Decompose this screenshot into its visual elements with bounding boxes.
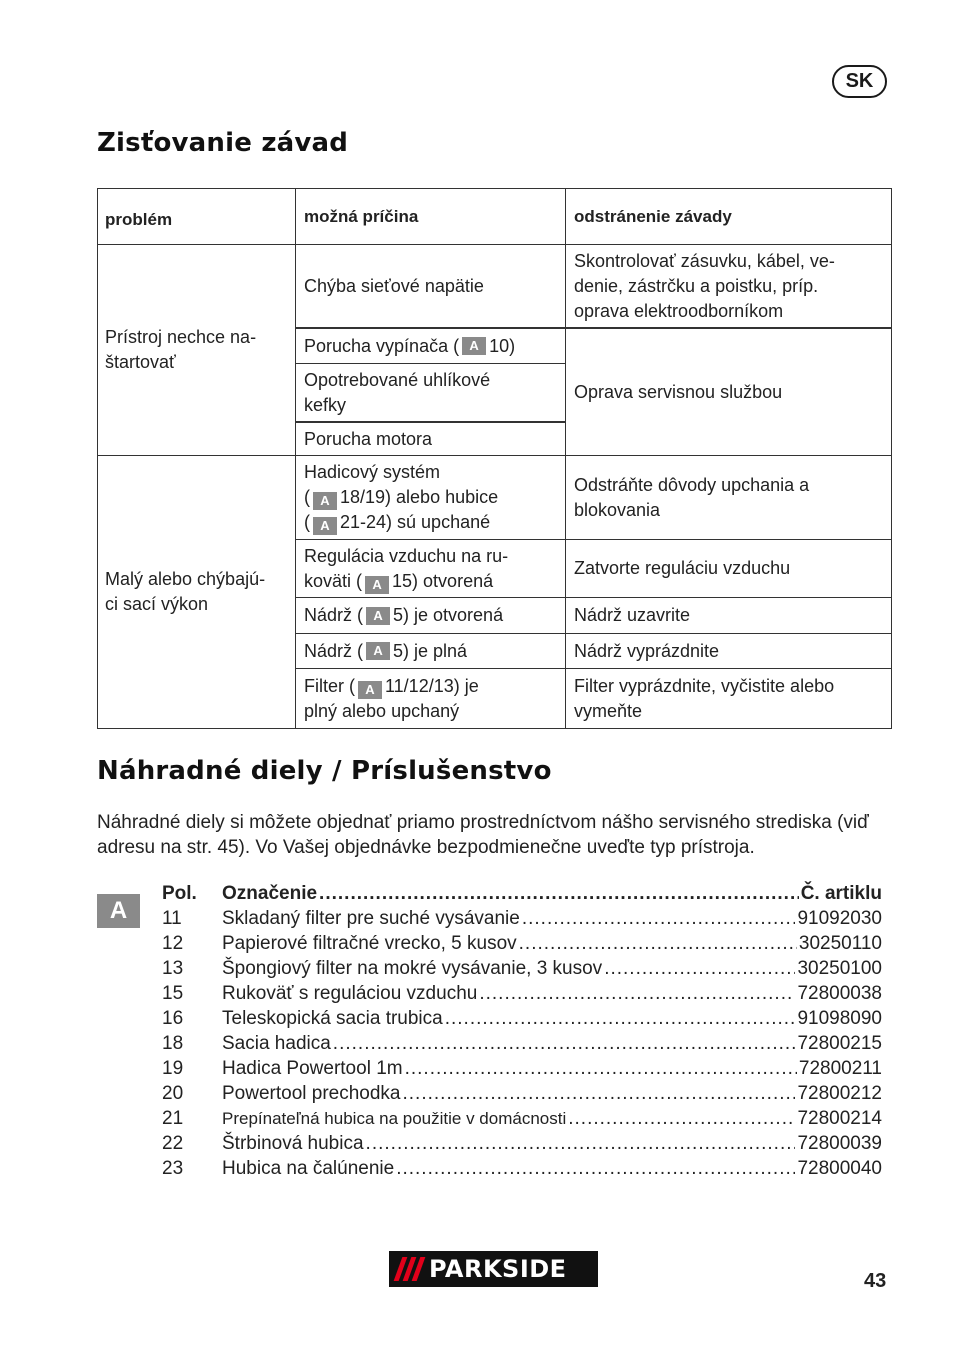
item-art: 72800212 xyxy=(797,1083,882,1104)
spare-parts-title: Náhradné diely / Príslušenstvo xyxy=(97,756,552,786)
item-desc: Papierové filtračné vrecko, 5 kusov xyxy=(222,933,517,954)
list-item xyxy=(162,933,882,958)
item-pos: 12 xyxy=(162,933,184,954)
item-art: 30250100 xyxy=(797,958,882,979)
language-badge: SK xyxy=(832,65,887,98)
list-item xyxy=(162,908,882,933)
cause-text: ( xyxy=(304,487,310,507)
item-pos: 11 xyxy=(162,908,182,929)
item-art: 72800214 xyxy=(797,1108,882,1129)
cause-text: Hadicový systém xyxy=(304,462,441,482)
item-pos: 22 xyxy=(162,1133,184,1154)
cause-text: 21-24) sú upchané xyxy=(340,512,491,532)
list-item xyxy=(162,1058,882,1083)
problem-low-suction: Malý alebo chýbajú- ci sací výkon xyxy=(105,569,266,614)
cause-text: 10) xyxy=(489,335,516,356)
list-item xyxy=(162,958,882,983)
item-desc: Štrbinová hubica xyxy=(222,1133,364,1154)
parts-header-row xyxy=(162,883,882,908)
figure-a-badge-large: A xyxy=(97,894,140,928)
cause-no-voltage: Chýba sieťové napätie xyxy=(304,275,484,296)
dot-leader xyxy=(479,983,795,1005)
cause-text: 15) otvorená xyxy=(392,571,494,591)
problem-no-start: Prístroj nechce na- štartovať xyxy=(105,327,257,372)
cause-line xyxy=(304,569,557,594)
page-number: 43 xyxy=(864,1270,887,1292)
item-art: 72800038 xyxy=(797,983,882,1004)
remedy-close-air-regulation: Zatvorte reguláciu vzduchu xyxy=(574,558,791,578)
item-desc: Teleskopická sacia trubica xyxy=(222,1008,443,1029)
item-pos: 15 xyxy=(162,983,184,1004)
list-item xyxy=(162,1033,882,1058)
item-art: 91092030 xyxy=(797,908,882,929)
cause-text: ( xyxy=(304,512,310,532)
item-art: 72800211 xyxy=(798,1058,882,1079)
figure-a-badge: A xyxy=(313,492,337,510)
cause-line xyxy=(304,510,557,535)
figure-a-badge: A xyxy=(313,517,337,535)
dot-leader xyxy=(405,1058,797,1080)
item-pos: 19 xyxy=(162,1058,184,1079)
cause-line xyxy=(304,485,557,510)
cause-tank-open xyxy=(296,598,565,633)
header-art: Č. artiklu xyxy=(800,883,882,904)
dot-leader xyxy=(604,958,795,980)
spare-parts-intro: Náhradné diely si môžete objednať priamo prostredníctvom nášho servisného strediska (viď adresu na str. 45). Vo Vašej objednávke bezpodmienečne uveďte typ prístroja. xyxy=(97,812,869,858)
figure-a-badge: A xyxy=(366,607,390,625)
dot-leader xyxy=(445,1008,796,1030)
dot-leader xyxy=(396,1158,795,1180)
item-pos: 21 xyxy=(162,1108,184,1129)
cause-tank-full xyxy=(296,634,565,668)
item-art: 30250110 xyxy=(798,933,882,954)
cause-motor-fault: Porucha motora xyxy=(304,428,433,449)
item-desc: Powertool prechodka xyxy=(222,1083,401,1104)
remedy-close-tank: Nádrž uzavrite xyxy=(574,605,691,625)
remedy-service: Oprava servisnou službou xyxy=(574,381,783,402)
header-remedy: odstránenie závady xyxy=(574,206,732,226)
spare-parts-list xyxy=(162,883,882,1183)
list-item xyxy=(162,1158,882,1183)
item-desc: Hubica na čalúnenie xyxy=(222,1158,395,1179)
figure-a-badge: A xyxy=(365,576,389,594)
list-item xyxy=(162,1108,882,1133)
dot-leader xyxy=(522,908,796,930)
list-item xyxy=(162,1008,882,1033)
cause-text: Nádrž ( xyxy=(304,605,364,625)
dot-leader xyxy=(519,933,797,955)
brand-name: PARKSIDE xyxy=(429,1255,567,1283)
item-desc: Prepínateľná hubica na použitie v domácnosti xyxy=(222,1109,567,1128)
cause-text: Nádrž ( xyxy=(304,640,364,661)
figure-a-badge: A xyxy=(462,337,486,355)
cause-filter-clogged xyxy=(296,669,565,728)
item-art: 72800215 xyxy=(797,1033,882,1054)
dot-leader xyxy=(568,1108,795,1130)
cause-text: Filter ( xyxy=(304,676,355,696)
cause-line xyxy=(304,674,557,699)
item-pos: 20 xyxy=(162,1083,184,1104)
figure-a-badge: A xyxy=(366,642,390,660)
item-desc: Špongiový filter na mokré vysávanie, 3 kusov xyxy=(222,958,603,979)
cause-text: 11/12/13) je xyxy=(385,676,479,696)
list-item xyxy=(162,983,882,1008)
cause-worn-brushes: Opotrebované uhlíkové kefky xyxy=(304,369,491,415)
cause-text: koväti ( xyxy=(304,571,363,591)
item-pos: 13 xyxy=(162,958,184,979)
cause-text: 5) je plná xyxy=(393,640,468,661)
logo-stripes-icon xyxy=(389,1251,429,1287)
header-desc: Označenie xyxy=(222,883,318,904)
item-pos: 23 xyxy=(162,1158,184,1179)
remedy-check-socket: Skontrolovať zásuvku, kábel, ve- denie, zástrčku a poistku, príp. oprava elektroodborníkom xyxy=(574,250,835,321)
item-pos: 18 xyxy=(162,1033,184,1054)
item-art: 91098090 xyxy=(797,1008,882,1029)
header-cause: možná príčina xyxy=(304,206,419,226)
dot-leader xyxy=(319,883,799,905)
header-pos: Pol. xyxy=(162,883,197,904)
figure-a-badge: A xyxy=(358,681,382,699)
remedy-clean-filter: Filter vyprázdnite, vyčistite alebo vymeňte xyxy=(574,675,835,721)
cause-text: Regulácia vzduchu na ru- xyxy=(304,546,509,566)
dot-leader xyxy=(403,1083,796,1105)
list-item xyxy=(162,1083,882,1108)
list-item xyxy=(162,1133,882,1158)
troubleshooting-title: Zisťovanie závad xyxy=(97,128,349,158)
item-pos: 16 xyxy=(162,1008,184,1029)
troubleshooting-table xyxy=(97,188,892,729)
item-desc: Rukoväť s reguláciou vzduchu xyxy=(222,983,478,1004)
cause-switch-fault xyxy=(296,329,565,363)
remedy-empty-tank: Nádrž vyprázdnite xyxy=(574,640,720,661)
cause-air-regulation-open xyxy=(296,540,565,597)
remedy-clear-blockage: Odstráňte dôvody upchania a blokovania xyxy=(574,474,810,520)
cause-text: 5) je otvorená xyxy=(393,605,504,625)
item-desc: Sacia hadica xyxy=(222,1033,331,1054)
cause-clogged-hose xyxy=(296,456,565,539)
item-desc: Hadica Powertool 1m xyxy=(222,1058,403,1079)
cause-text: plný alebo upchaný xyxy=(304,701,460,721)
dot-leader xyxy=(366,1133,796,1155)
header-problem: problém xyxy=(105,209,173,229)
parkside-logo xyxy=(389,1251,598,1287)
item-desc: Skladaný filter pre suché vysávanie xyxy=(222,908,520,929)
cause-text: Porucha vypínača ( xyxy=(304,335,460,356)
item-art: 72800040 xyxy=(797,1158,882,1179)
cause-text: 18/19) alebo hubice xyxy=(340,487,499,507)
dot-leader xyxy=(333,1033,796,1055)
item-art: 72800039 xyxy=(797,1133,882,1154)
